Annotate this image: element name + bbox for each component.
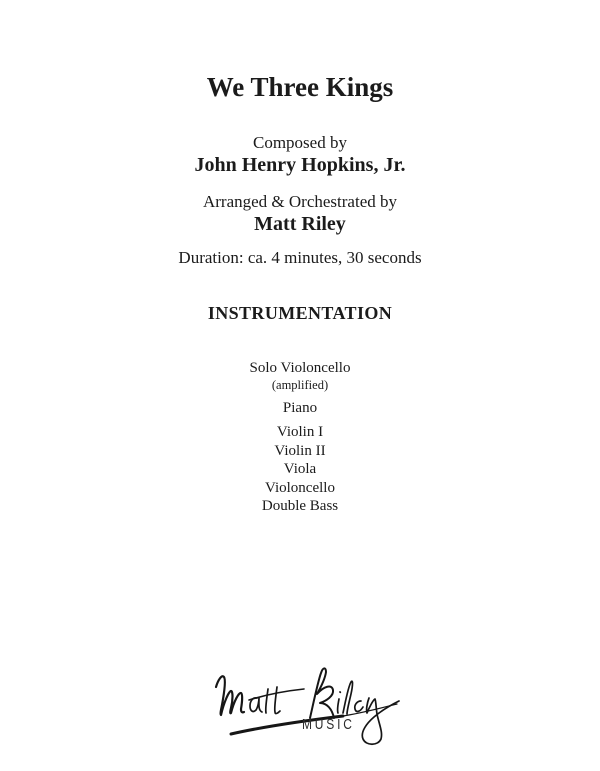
instrument-item: Violin II — [274, 442, 326, 459]
duration-text: Duration: ca. 4 minutes, 30 seconds — [178, 248, 422, 267]
instrument-item: Double Bass — [261, 498, 339, 514]
publisher-logo — [195, 651, 405, 751]
page-title: We Three Kings — [206, 72, 394, 102]
composed-by-label: Composed by — [253, 133, 347, 152]
arranger-name: Matt Riley — [254, 213, 346, 235]
arranged-by-label: Arranged & Orchestrated by — [202, 192, 397, 211]
instrument-item: Violoncello — [265, 479, 335, 496]
instrument-solo-note: (amplified) — [271, 378, 329, 392]
instrument-item: Violin I — [276, 424, 324, 440]
composer-name: John Henry Hopkins, Jr. — [194, 154, 406, 176]
instrument-piano: Piano — [282, 400, 318, 416]
matt-riley-signature-icon — [195, 651, 405, 751]
strings-list — [0, 423, 600, 516]
instrumentation-heading: INSTRUMENTATION — [207, 303, 393, 323]
logo-music-label: MUSIC — [302, 715, 355, 733]
instrument-solo-violoncello: Solo Violoncello — [249, 360, 351, 376]
instrument-item: Viola — [283, 461, 317, 477]
